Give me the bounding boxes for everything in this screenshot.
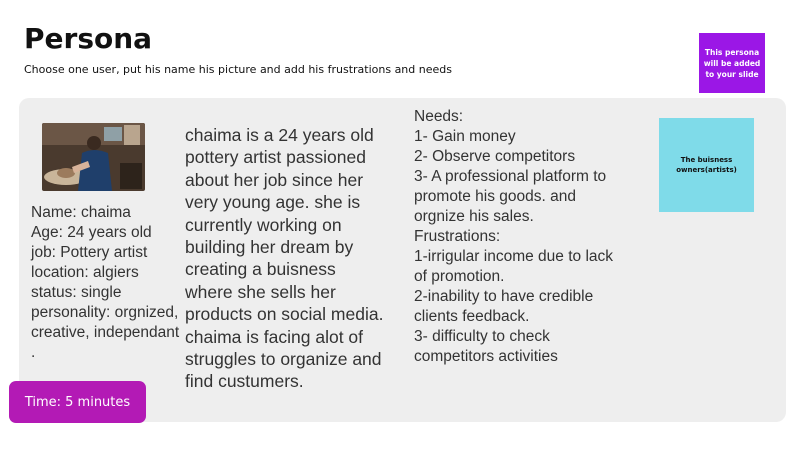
needs-heading: Needs: <box>414 108 464 125</box>
persona-story: chaima is a 24 years old pottery artist passioned about her job since her very young age. she is currently working on building her dream by creating a buisness where she sells her products on social media. chaima is facing alot of struggles to organize and find custumers. <box>185 125 384 392</box>
persona-slide-badge: This persona will be added to your slide <box>699 33 765 93</box>
info-location: location: algiers <box>31 264 139 281</box>
sticky-note[interactable]: The buisness owners(artists) <box>659 118 754 212</box>
info-status: status: single <box>31 284 122 301</box>
needs-frustrations-list <box>414 107 614 367</box>
info-personality: personality: orgnized, creative, independant . <box>31 304 180 361</box>
persona-photo <box>42 123 145 191</box>
frustration-item: 1-irrigular income due to lack of promotion. <box>414 248 614 285</box>
info-job: job: Pottery artist <box>31 244 148 261</box>
frustration-item: 2-inability to have credible clients feedback. <box>414 288 594 325</box>
timer-badge: Time: 5 minutes <box>9 381 146 423</box>
persona-info <box>31 203 181 363</box>
page-title: Persona <box>24 22 153 55</box>
info-name: Name: chaima <box>31 204 131 221</box>
page-subtitle: Choose one user, put his name his picture and add his frustrations and needs <box>24 63 452 76</box>
need-item: 3- A professional platform to promote his goods. and orgnize his sales. <box>414 168 607 225</box>
need-item: 1- Gain money <box>414 128 516 145</box>
info-age: Age: 24 years old <box>31 224 152 241</box>
frustration-item: 3- difficulty to check competitors activities <box>414 328 558 365</box>
need-item: 2- Observe competitors <box>414 148 576 165</box>
frustrations-heading: Frustrations: <box>414 228 501 245</box>
